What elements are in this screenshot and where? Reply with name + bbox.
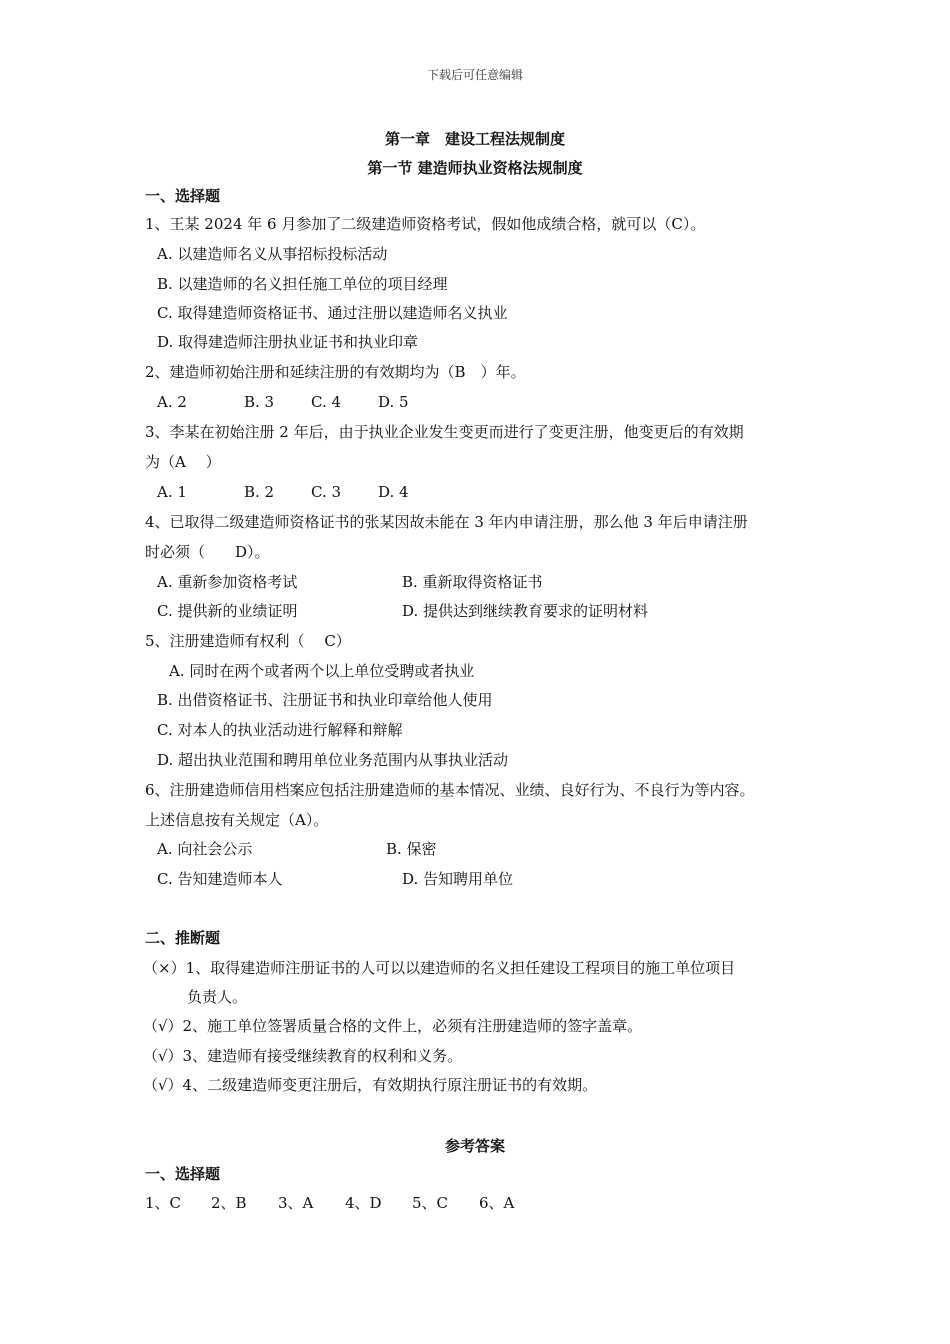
- q3-stem-line1: 3、李某在初始注册 2 年后，由于执业企业发生变更而进行了变更注册，他变更后的有效期: [145, 423, 744, 441]
- q2-option-a: A. 2: [157, 393, 187, 411]
- judgment-1-line1: （×）1、取得建造师注册证书的人可以以建造师的名义担任建设工程项目的施工单位项目: [143, 959, 736, 977]
- q6-stem-line1: 6、注册建造师信用档案应包括注册建造师的基本情况、业绩、良好行为、不良行为等内容。: [145, 781, 755, 799]
- answer-5: 5、C: [412, 1194, 449, 1212]
- judgment-1-line2: 负责人。: [187, 988, 248, 1006]
- answer-1: 1、C: [145, 1194, 182, 1212]
- q5-option-d: D. 超出执业范围和聘用单位业务范围内从事执业活动: [157, 751, 509, 769]
- q4-option-b: B. 重新取得资格证书: [402, 573, 543, 591]
- q4-stem-line1: 4、已取得二级建造师资格证书的张某因故未能在 3 年内申请注册，那么他 3 年后申请注册: [145, 513, 748, 531]
- q4-stem-line2: 时必须（ D）。: [145, 543, 270, 561]
- answer-3: 3、A: [278, 1194, 314, 1212]
- q5-option-b: B. 出借资格证书、注册证书和执业印章给他人使用: [157, 691, 493, 709]
- answers-title: 参考答案: [444, 1137, 505, 1155]
- q1-option-a: A. 以建造师名义从事招标投标活动: [157, 245, 388, 263]
- q5-option-c: C. 对本人的执业活动进行解释和辩解: [157, 721, 403, 739]
- q3-option-c: C. 3: [311, 483, 342, 501]
- chapter-title: 第一章 建设工程法规制度: [384, 130, 565, 148]
- q3-stem-line2: 为（A ）: [145, 453, 221, 471]
- q6-option-c: C. 告知建造师本人: [157, 870, 283, 888]
- section-title: 第一节 建造师执业资格法规制度: [367, 159, 583, 177]
- part1-heading: 一、选择题: [145, 187, 221, 205]
- answer-6: 6、A: [479, 1194, 515, 1212]
- q1-option-c: C. 取得建造师资格证书、通过注册以建造师名义执业: [157, 304, 508, 322]
- q2-option-d: D. 5: [378, 393, 409, 411]
- q1-option-b: B. 以建造师的名义担任施工单位的项目经理: [157, 275, 448, 293]
- page-header: 下载后可任意编辑: [426, 68, 523, 82]
- q6-option-a: A. 向社会公示: [157, 840, 253, 858]
- q2-stem: 2、建造师初始注册和延续注册的有效期均为（B ）年。: [145, 363, 526, 381]
- q5-option-a: A. 同时在两个或者两个以上单位受聘或者执业: [169, 662, 475, 680]
- part2-heading: 二、推断题: [145, 929, 221, 947]
- judgment-3: （√）3、建造师有接受继续教育的权利和义务。: [143, 1047, 463, 1065]
- q6-stem-line2: 上述信息按有关规定（A）。: [145, 811, 329, 829]
- q6-option-b: B. 保密: [386, 840, 437, 858]
- q3-option-a: A. 1: [157, 483, 187, 501]
- q2-option-c: C. 4: [311, 393, 342, 411]
- q5-stem: 5、注册建造师有权利（ C）: [145, 632, 351, 650]
- q6-option-d: D. 告知聘用单位: [402, 870, 514, 888]
- answer-2: 2、B: [211, 1194, 247, 1212]
- q4-option-d: D. 提供达到继续教育要求的证明材料: [402, 602, 649, 620]
- answer-4: 4、D: [345, 1194, 382, 1212]
- q4-option-a: A. 重新参加资格考试: [157, 573, 298, 591]
- q3-option-b: B. 2: [244, 483, 275, 501]
- judgment-2: （√）2、施工单位签署质量合格的文件上，必须有注册建造师的签字盖章。: [143, 1017, 643, 1035]
- judgment-4: （√）4、二级建造师变更注册后，有效期执行原注册证书的有效期。: [143, 1076, 598, 1094]
- q3-option-d: D. 4: [378, 483, 409, 501]
- q1-stem: 1、王某 2024 年 6 月参加了二级建造师资格考试，假如他成绩合格，就可以（C）。: [145, 215, 706, 233]
- q2-option-b: B. 3: [244, 393, 275, 411]
- q1-option-d: D. 取得建造师注册执业证书和执业印章: [157, 333, 419, 351]
- q4-option-c: C. 提供新的业绩证明: [157, 602, 298, 620]
- answers-heading: 一、选择题: [145, 1165, 221, 1183]
